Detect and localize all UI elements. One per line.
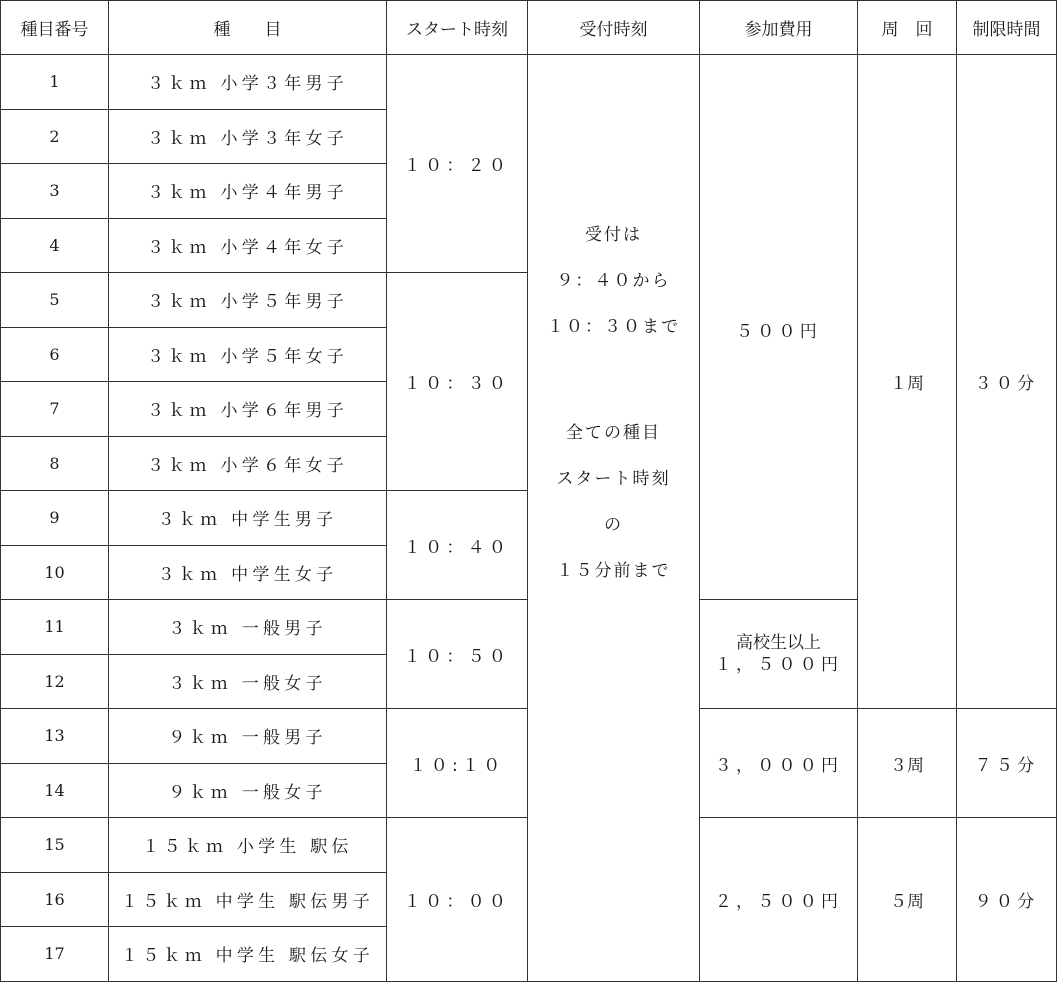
- laps-cell: ３周: [858, 709, 957, 818]
- event-name: ３ｋｍ 一般女子: [109, 654, 387, 709]
- event-number: 15: [1, 818, 109, 873]
- reception-text: の: [603, 514, 624, 535]
- event-name: ３ｋｍ 小学３年男子: [109, 55, 387, 110]
- start-time-cell: １０：２０: [387, 55, 528, 273]
- header-reception-time: 受付時刻: [528, 1, 700, 55]
- event-number: 5: [1, 273, 109, 328]
- start-time-cell: １０：３０: [387, 273, 528, 491]
- header-time-limit: 制限時間: [957, 1, 1057, 55]
- event-name: １５ｋｍ 中学生 駅伝女子: [109, 927, 387, 982]
- event-number: 7: [1, 382, 109, 437]
- fee-value: １，５００円: [714, 655, 843, 675]
- event-number: 11: [1, 600, 109, 655]
- reception-spacer: [528, 594, 699, 824]
- event-name: ３ｋｍ 一般男子: [109, 600, 387, 655]
- start-time-cell: １０：４０: [387, 491, 528, 600]
- start-time-cell: １０：５０: [387, 600, 528, 709]
- event-name: ９ｋｍ 一般男子: [109, 709, 387, 764]
- header-start-time: スタート時刻: [387, 1, 528, 55]
- event-number: 6: [1, 327, 109, 382]
- reception-text: 受付は: [584, 224, 643, 245]
- reception-text: １５分前まで: [556, 560, 671, 581]
- laps-cell: １周: [858, 55, 957, 709]
- header-laps: 周 回: [858, 1, 957, 55]
- reception-spacer: [528, 350, 699, 410]
- fee-cell: ５００円: [700, 55, 858, 600]
- event-number: 1: [1, 55, 109, 110]
- header-number: 種目番号: [1, 1, 109, 55]
- event-name: ３ｋｍ 小学４年男子: [109, 164, 387, 219]
- fee-label: 高校生以上: [736, 633, 821, 653]
- fee-cell: ３，０００円: [700, 709, 858, 818]
- event-number: 9: [1, 491, 109, 546]
- event-number: 13: [1, 709, 109, 764]
- reception-text: １０：３０まで: [546, 316, 681, 337]
- reception-text: ９：４０から: [556, 270, 671, 291]
- header-row: [1, 1, 1057, 55]
- reception-text: スタート時刻: [556, 468, 671, 489]
- time-limit-cell: ９０分: [957, 818, 1057, 982]
- fee-cell: [700, 600, 858, 709]
- start-time-cell: １０:１０: [387, 709, 528, 818]
- event-number: 12: [1, 654, 109, 709]
- time-limit-cell: ７５分: [957, 709, 1057, 818]
- event-name: ３ｋｍ 中学生女子: [109, 545, 387, 600]
- event-number: 16: [1, 872, 109, 927]
- reception-text: 全ての種目: [565, 422, 662, 443]
- event-name: ３ｋｍ 小学５年男子: [109, 273, 387, 328]
- event-number: 4: [1, 218, 109, 273]
- event-name: ３ｋｍ 小学５年女子: [109, 327, 387, 382]
- fee-cell: ２，５００円: [700, 818, 858, 982]
- event-name: ９ｋｍ 一般女子: [109, 763, 387, 818]
- event-number: 17: [1, 927, 109, 982]
- event-name: ３ｋｍ 中学生男子: [109, 491, 387, 546]
- event-name: ３ｋｍ 小学４年女子: [109, 218, 387, 273]
- reception-time-cell: [528, 55, 700, 982]
- event-name: ３ｋｍ 小学６年男子: [109, 382, 387, 437]
- event-number: 14: [1, 763, 109, 818]
- laps-cell: ５周: [858, 818, 957, 982]
- header-fee: 参加費用: [700, 1, 858, 55]
- event-name: １５ｋｍ 中学生 駅伝男子: [109, 872, 387, 927]
- time-limit-cell: ３０分: [957, 55, 1057, 709]
- event-number: 10: [1, 545, 109, 600]
- event-name: １５ｋｍ 小学生 駅伝: [109, 818, 387, 873]
- event-number: 8: [1, 436, 109, 491]
- event-name: ３ｋｍ 小学６年女子: [109, 436, 387, 491]
- start-time-cell: １０：００: [387, 818, 528, 982]
- event-number: 3: [1, 164, 109, 219]
- table-row: [1, 55, 1057, 110]
- header-event: 種 目: [109, 1, 387, 55]
- event-number: 2: [1, 109, 109, 164]
- event-name: ３ｋｍ 小学３年女子: [109, 109, 387, 164]
